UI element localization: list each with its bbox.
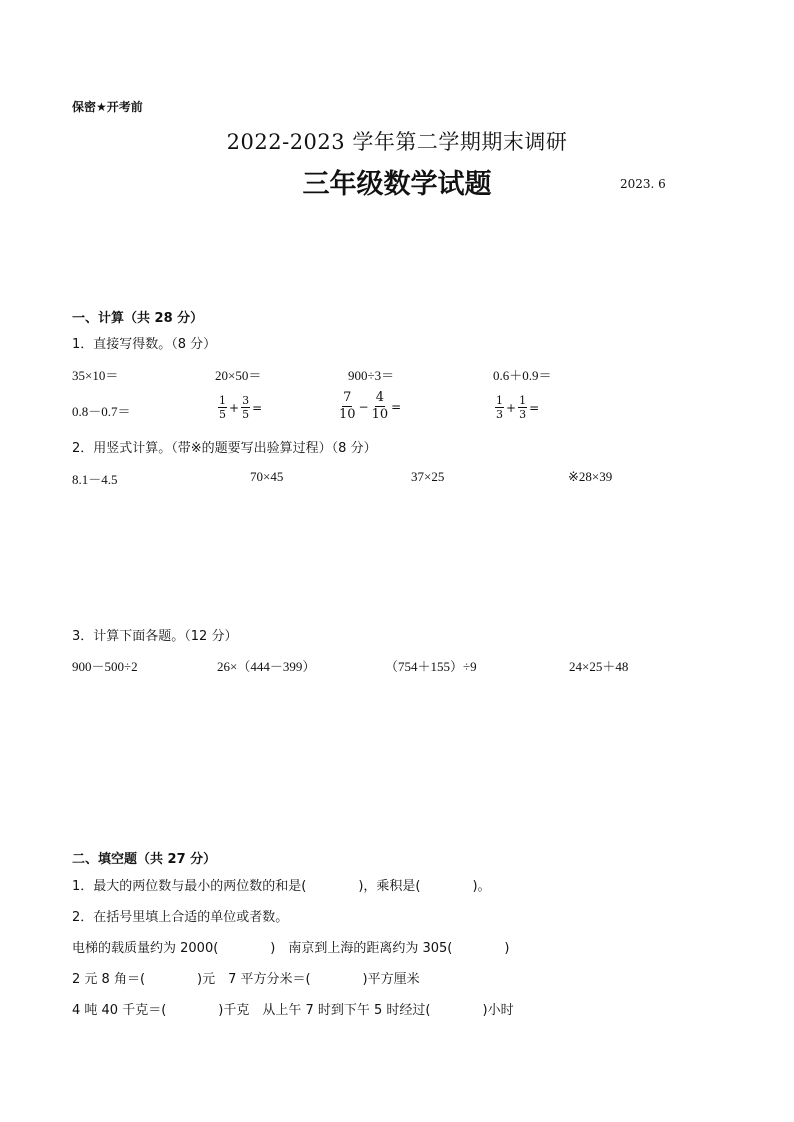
q3-item: 26×（444－399） — [217, 659, 316, 674]
confidential-label: 保密★开考前 — [72, 100, 143, 114]
q3-item: 24×25＋48 — [569, 659, 629, 674]
operator: − — [358, 399, 369, 414]
fill-line: 2．在括号里填上合适的单位或者数。 — [72, 910, 289, 925]
section2-title: 二、填空题（共 27 分） — [72, 852, 217, 867]
exam-date: 2023. 6 — [620, 177, 666, 191]
fill-line: 2 元 8 角＝( )元 7 平方分米＝( )平方厘米 — [72, 972, 420, 987]
q3-item: 900－500÷2 — [72, 659, 138, 674]
q1-item: 20×50＝ — [215, 368, 262, 383]
q1-item: 35×10＝ — [72, 368, 119, 383]
exam-subtitle: 三年级数学试题 — [302, 169, 492, 200]
equals: = — [529, 400, 540, 415]
denominator: 3 — [519, 408, 527, 421]
q1-item: 900÷3＝ — [348, 368, 395, 383]
equals: = — [391, 399, 402, 414]
numerator: 3 — [242, 394, 250, 407]
numerator: 1 — [519, 394, 527, 407]
q1-item: 0.6＋0.9＝ — [493, 368, 552, 383]
fraction — [338, 390, 357, 423]
fraction-expression — [338, 390, 401, 423]
fill-line: 1．最大的两位数与最小的两位数的和是( )，乘积是( )。 — [72, 879, 491, 894]
numerator: 1 — [219, 394, 226, 407]
fraction — [518, 394, 527, 421]
numerator: 1 — [496, 394, 503, 407]
denominator: 5 — [242, 408, 250, 421]
fill-line: 4 吨 40 千克＝( )千克 从上午 7 时到下午 5 时经过( )小时 — [72, 1003, 514, 1018]
fraction — [495, 394, 504, 421]
operator: + — [229, 400, 240, 415]
fill-line: 电梯的载质量约为 2000( ) 南京到上海的距离约为 305( ) — [72, 941, 510, 956]
numerator: 7 — [343, 390, 352, 405]
denominator: 5 — [219, 408, 226, 421]
fraction-expression — [218, 394, 262, 421]
equals: = — [252, 400, 263, 415]
fraction — [371, 390, 390, 423]
q2-item: 37×25 — [411, 469, 445, 484]
q2-item: ※28×39 — [568, 469, 613, 484]
q1-item: 0.8－0.7＝ — [72, 404, 131, 419]
numerator: 4 — [375, 390, 385, 405]
q3-item: （754＋155）÷9 — [385, 659, 477, 674]
q1-label: 1．直接写得数。（8 分） — [72, 337, 217, 352]
operator: + — [506, 400, 517, 415]
q2-item: 8.1－4.5 — [72, 472, 118, 487]
section1-title: 一、计算（共 28 分） — [72, 311, 204, 326]
fraction-expression — [495, 394, 539, 421]
exam-title: 2022-2023 学年第二学期期末调研 — [226, 130, 568, 154]
denominator: 3 — [496, 408, 503, 421]
q3-label: 3．计算下面各题。（12 分） — [72, 629, 238, 644]
denominator: 10 — [339, 407, 356, 422]
q2-item: 70×45 — [250, 469, 284, 484]
fraction — [218, 394, 227, 421]
q2-label: 2．用竖式计算。（带※的题要写出验算过程）（8 分） — [72, 441, 377, 456]
fraction — [241, 394, 250, 421]
denominator: 10 — [371, 407, 389, 422]
